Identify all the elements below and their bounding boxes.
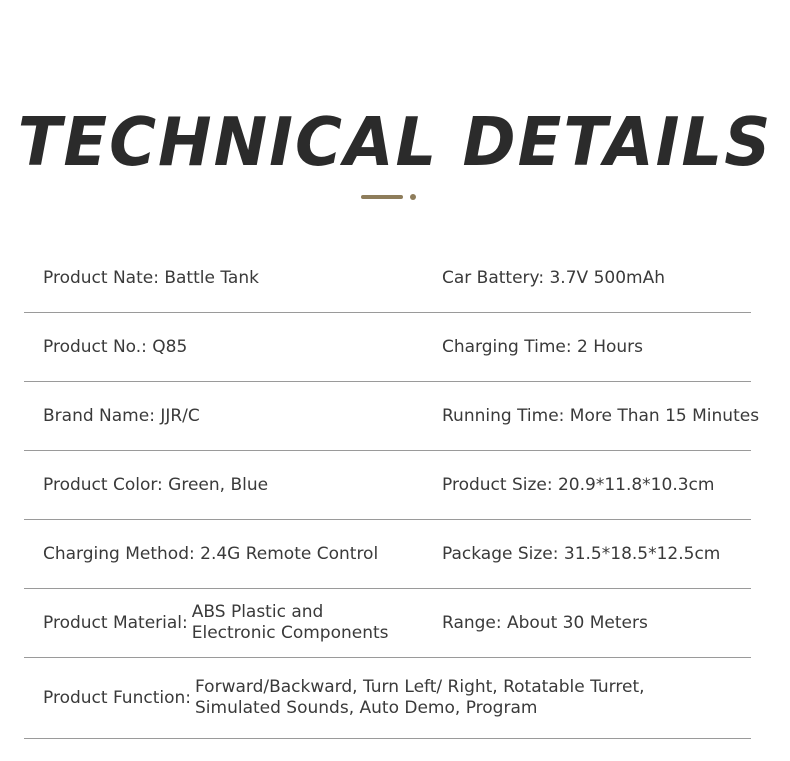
spec-row	[24, 451, 751, 520]
spec-package-size: Package Size: 31.5*18.5*12.5cm	[442, 544, 721, 564]
spec-charging-time: Charging Time: 2 Hours	[442, 337, 643, 357]
spec-product-name: Product Nate: Battle Tank	[43, 268, 259, 288]
spec-product-function	[43, 658, 645, 738]
spec-value-line: ABS Plastic and	[191, 602, 324, 622]
spec-brand-name: Brand Name: JJR/C	[43, 406, 200, 426]
spec-value	[195, 677, 645, 719]
spec-value-line: Simulated Sounds, Auto Demo, Program	[195, 698, 538, 718]
spec-row	[24, 382, 760, 451]
spec-charging-method: Charging Method: 2.4G Remote Control	[43, 544, 379, 564]
divider-bar	[361, 195, 403, 199]
spec-row	[24, 589, 751, 658]
spec-row	[24, 244, 751, 313]
spec-car-battery: Car Battery: 3.7V 500mAh	[442, 268, 665, 288]
page-title: TECHNICAL DETAILS	[17, 104, 773, 182]
spec-range: Range: About 30 Meters	[442, 613, 648, 633]
spec-row	[24, 313, 751, 382]
spec-row	[24, 520, 751, 589]
spec-running-time: Running Time: More Than 15 Minutes	[442, 406, 760, 426]
spec-product-color: Product Color: Green, Blue	[43, 475, 269, 495]
divider-dot	[410, 194, 416, 200]
spec-row	[24, 658, 751, 739]
spec-label: Product Material:	[43, 613, 188, 633]
spec-table	[24, 244, 760, 739]
spec-value	[192, 602, 389, 644]
spec-value-line: Electronic Components	[191, 623, 389, 643]
title-divider	[361, 194, 421, 200]
spec-product-material	[43, 589, 389, 657]
spec-label: Product Function:	[43, 688, 191, 708]
spec-product-no: Product No.: Q85	[43, 337, 188, 357]
spec-value-line: Forward/Backward, Turn Left/ Right, Rotatable Turret,	[195, 677, 645, 697]
spec-product-size: Product Size: 20.9*11.8*10.3cm	[442, 475, 715, 495]
